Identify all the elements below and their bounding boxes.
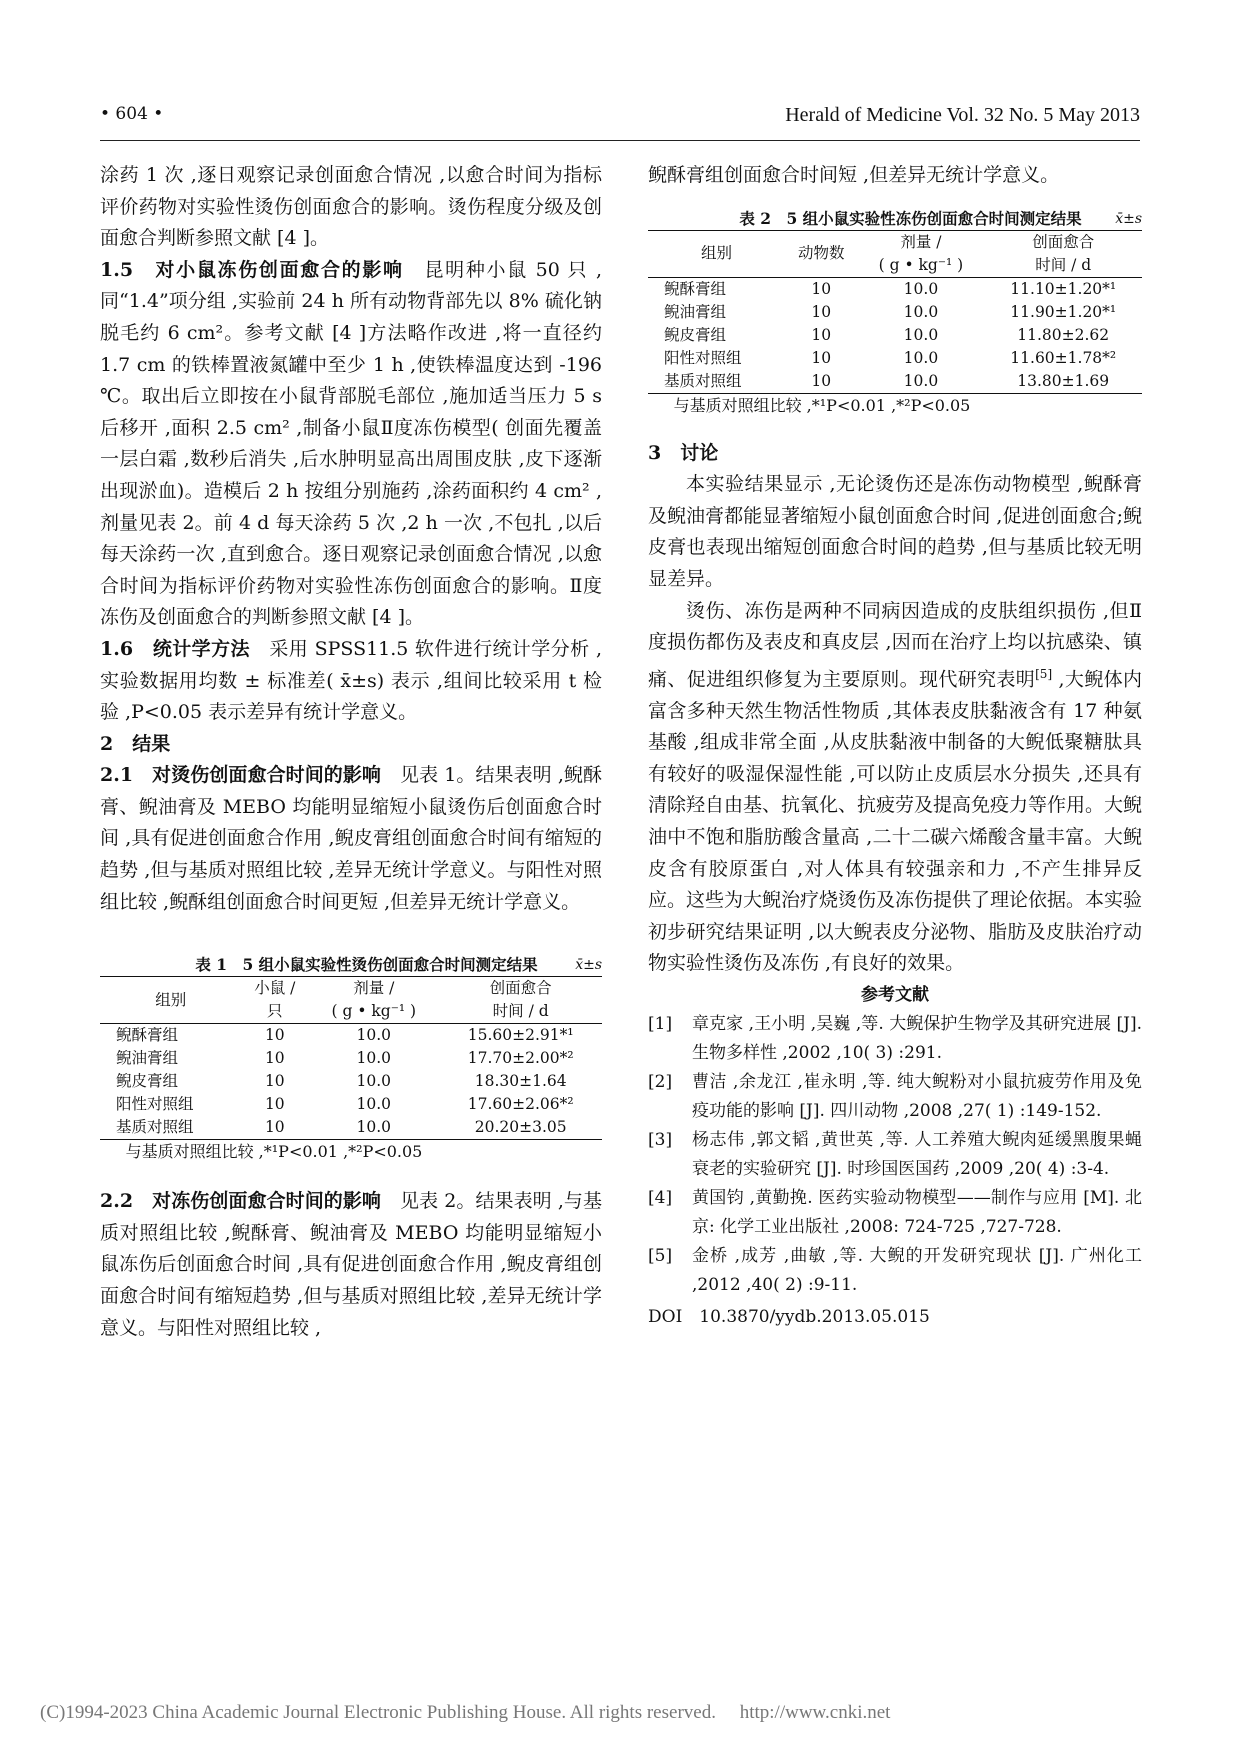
section-2-heading: 2 结果 (100, 732, 171, 755)
table-row (100, 1093, 602, 1116)
cell-time: 13.80±1.69 (984, 370, 1142, 394)
cell-dose: 10.0 (356, 1049, 392, 1068)
header-heal: 创面愈合 (984, 230, 1142, 254)
section-heading: 2.2 对冻伤创面愈合时间的影响 (100, 1190, 381, 1213)
section-3-heading: 3 讨论 (648, 441, 719, 464)
cell-dose: 10.0 (903, 279, 939, 298)
reference-text: 杨志伟 ,郭文韬 ,黄世英 ,等. 人工养殖大鲵肉延缓黑腹果蝇衰老的实验研究 [J]. 时珍国医国药 ,2009 ,20( 4) :3-4. (692, 1130, 1142, 1180)
table-stat: x̄±s (575, 957, 602, 974)
header-dose-unit: ( g • kg⁻¹ ) (308, 1000, 439, 1024)
reference-text: 金桥 ,成芳 ,曲敏 ,等. 大鲵的开发研究现状 [J]. 广州化工 ,2012 ,40( 2) :9-11. (692, 1246, 1142, 1296)
reference-text: 曹洁 ,余龙江 ,崔永明 ,等. 纯大鲵粉对小鼠抗疲劳作用及免疫功能的影响 [J]. 四川动物 ,2008 ,27( 1) :149-152. (692, 1072, 1142, 1122)
table-2 (648, 208, 1142, 418)
cell-group: 鲵油膏组 (116, 1049, 179, 1068)
paragraph-continued: 鲵酥膏组创面愈合时间短 ,但差异无统计学意义。 (648, 164, 1060, 186)
discussion-paragraph-2 (648, 596, 1142, 980)
section-text: 见表 1。结果表明 ,鲵酥膏、鲵油膏及 MEBO 均能明显缩短小鼠烫伤后创面愈合时间 ,具有促进创面愈合作用 ,鲵皮膏组创面愈合时间有缩短的趋势 ,但与基质对照组比较 ,差异无统计学意义。与阳性对照组比较 ,鲵酥组创面愈合时间更短 ,但差异无统计学意义。 (100, 764, 602, 913)
cell-group: 鲵酥膏组 (664, 279, 727, 298)
references-title: 参考文献 (861, 985, 929, 1006)
table-row (648, 370, 1142, 394)
section-heading: 1.5 对小鼠冻伤创面愈合的影响 (100, 258, 404, 281)
copyright-footer: (C)1994-2023 China Academic Journal Electronic Publishing House. All rights reserved. http://www.cnki.net (40, 1702, 891, 1723)
discussion-paragraph-1: 本实验结果显示 ,无论烫伤还是冻伤动物模型 ,鲵酥膏及鲵油膏都能显著缩短小鼠创面愈合时间 ,促进创面愈合;鲵皮膏也表现出缩短创面愈合时间的趋势 ,但与基质比较无明显差异。 (648, 473, 1142, 590)
cell-n: 10 (785, 370, 857, 394)
section-heading: 1.6 统计学方法 (100, 637, 250, 660)
section-text: 见表 2。结果表明 ,与基质对照组比较 ,鲵酥膏、鲵油膏及 MEBO 均能明显缩短小鼠冻伤后创面愈合时间 ,具有促进创面愈合作用 ,鲵皮膏组创面愈合时间有缩短趋势 ,但与基质对照组比较 ,差异无统计学意义。与阳性对照组比较 , (100, 1190, 602, 1339)
section-1-5 (100, 255, 602, 634)
cell-group: 阳性对照组 (664, 348, 742, 367)
cell-group: 鲵酥膏组 (116, 1026, 179, 1045)
discussion-text-a: 烫伤、冻伤是两种不同病因造成的皮肤组织损伤 ,但Ⅱ度损伤都伤及表皮和真皮层 ,因而在治疗上均以抗感染、镇痛、促进组织修复为主要原则。现代研究表明 (648, 599, 1142, 691)
table-stat: x̄±s (1115, 210, 1142, 227)
page-number: • 604 • (100, 104, 164, 124)
cell-n: 10 (241, 1116, 308, 1140)
section-2-2 (100, 1186, 602, 1344)
cell-n: 10 (264, 1072, 285, 1091)
table-note: 与基质对照组比较 ,*¹P<0.01 ,*²P<0.05 (125, 1142, 423, 1162)
table-row (648, 277, 1142, 301)
reference-item (648, 1010, 1142, 1068)
cell-n: 10 (811, 302, 832, 321)
journal-title: Herald of Medicine Vol. 32 No. 5 May 2013 (785, 104, 1140, 126)
cell-n: 10 (811, 325, 832, 344)
header-heal-unit: 时间 / d (439, 1000, 602, 1024)
section-text: 昆明种小鼠 50 只 ,同“1.4”项分组 ,实验前 24 h 所有动物背部先以 8% 硫化钠脱毛约 6 cm²。参考文献 [4 ]方法略作改进 ,将一直径约 1.7 cm 的铁棒置液氮罐中至少 1 h ,使铁棒温度达到 -196 ℃。取出后立即按在小鼠背部脱毛部位 ,施加适当压力 5 s 后移开 ,面积 2.5 cm² ,制备小鼠Ⅱ度冻伤模型( 创面先覆盖一层白霜 ,数秒后消失 ,后水肿明显高出周围皮肤 ,皮下逐渐出现淤血)。造模后 2 h 按组分别施药 ,涂药面积约 4 cm² ,剂量见表 2。前 4 d 每天涂药 5 次 ,2 h 一次 ,不包扎 ,以后每天涂药一次 ,直到愈合。逐日观察记录创面愈合情况 ,以愈合时间为指标评价药物对实验性冻伤创面愈合的影响。Ⅱ度冻伤及创面愈合的判断参照文献 [4 ]。 (100, 258, 602, 629)
reference-item (648, 1068, 1142, 1126)
table-row (100, 1116, 602, 1140)
cell-dose: 10.0 (356, 1095, 392, 1114)
cell-time: 18.30±1.64 (474, 1072, 567, 1091)
reference-number: [4] (648, 1188, 673, 1209)
header-n: 小鼠 / (241, 977, 308, 1001)
cell-dose: 10.0 (903, 302, 939, 321)
table-caption: 表 1 5 组小鼠实验性烫伤创面愈合时间测定结果 (195, 955, 538, 975)
cell-time: 20.20±3.05 (439, 1116, 602, 1140)
table-caption: 表 2 5 组小鼠实验性冻伤创面愈合时间测定结果 (739, 208, 1082, 228)
header-n-unit: 只 (241, 1000, 308, 1024)
doi: DOI 10.3870/yydb.2013.05.015 (648, 1307, 930, 1328)
cell-n: 10 (264, 1095, 285, 1114)
header-rule (100, 140, 1140, 141)
reference-item (648, 1126, 1142, 1184)
cell-n: 10 (811, 348, 832, 367)
reference-item (648, 1242, 1142, 1300)
header-dose: 剂量 / (308, 977, 439, 1001)
cell-dose: 10.0 (356, 1072, 392, 1091)
header-group: 组别 (648, 230, 785, 277)
reference-number: [2] (648, 1072, 673, 1093)
reference-number: [1] (648, 1014, 673, 1035)
cell-group: 阳性对照组 (116, 1095, 194, 1114)
reference-text: 章克家 ,王小明 ,吴巍 ,等. 大鲵保护生物学及其研究进展 [J]. 生物多样性 ,2002 ,10( 3) :291. (692, 1014, 1142, 1064)
section-heading: 2.1 对烫伤创面愈合时间的影响 (100, 764, 381, 787)
right-column (648, 160, 1142, 1332)
header-dose-unit: ( g • kg⁻¹ ) (857, 254, 984, 278)
section-1-6 (100, 634, 602, 729)
cell-time: 17.60±2.06*² (467, 1095, 574, 1114)
table-row (100, 1047, 602, 1070)
cell-time: 11.80±2.62 (1017, 325, 1110, 344)
cell-time: 17.70±2.00*² (467, 1049, 574, 1068)
header-heal: 创面愈合 (439, 977, 602, 1001)
cell-group: 基质对照组 (648, 370, 785, 394)
data-table (648, 230, 1142, 394)
left-column (100, 160, 602, 1344)
cell-group: 鲵油膏组 (664, 302, 727, 321)
cell-dose: 10.0 (308, 1116, 439, 1140)
cell-time: 15.60±2.91*¹ (467, 1026, 574, 1045)
table-note: 与基质对照组比较 ,*¹P<0.01 ,*²P<0.05 (673, 395, 971, 415)
section-text: 采用 SPSS11.5 软件进行统计学分析 ,实验数据用均数 ± 标准差( x̄±s) 表示 ,组间比较采用 t 检验 ,P<0.05 表示差异有统计学意义。 (100, 637, 602, 724)
citation-5: [5] (1035, 666, 1053, 681)
header-dose: 剂量 / (857, 230, 984, 254)
cell-group: 鲵皮膏组 (664, 325, 727, 344)
cell-dose: 10.0 (356, 1026, 392, 1045)
discussion-text-b: ,大鲵体内富含多种天然生物活性物质 ,其体表皮肤黏液含有 17 种氨基酸 ,组成非常全面 ,从皮肤黏液中制备的大鲵低聚糖肽具有较好的吸湿保湿性能 ,可以防止皮质层水分损失 ,还具有清除羟自由基、抗氧化、抗疲劳及提高免疫力等作用。大鲵油中不饱和脂肪酸含量高 ,二十二碳六烯酸含量丰富。大鲵皮含有胶原蛋白 ,对人体具有较强亲和力 ,不产生排异反应。这些为大鲵治疗烧烫伤及冻伤提供了理论依据。本实验初步研究结果证明 ,以大鲵表皮分泌物、脂肪及皮肤治疗动物实验性烫伤及冻伤 ,有良好的效果。 (648, 668, 1143, 975)
cell-n: 10 (264, 1049, 285, 1068)
reference-text: 黄国钧 ,黄勤挽. 医药实验动物模型——制作与应用 [M]. 北京: 化学工业出版社 ,2008: 724-725 ,727-728. (692, 1188, 1142, 1238)
table-row (100, 1070, 602, 1093)
table-row (100, 1024, 602, 1048)
cell-group: 鲵皮膏组 (116, 1072, 179, 1091)
cell-dose: 10.0 (903, 348, 939, 367)
reference-number: [5] (648, 1246, 673, 1267)
cell-n: 10 (264, 1026, 285, 1045)
reference-list (648, 1010, 1142, 1300)
cell-time: 11.10±1.20*¹ (1010, 279, 1117, 298)
table-row (648, 301, 1142, 324)
running-header (100, 100, 1140, 130)
cell-dose: 10.0 (857, 370, 984, 394)
data-table (100, 976, 602, 1140)
header-heal-unit: 时间 / d (984, 254, 1142, 278)
reference-number: [3] (648, 1130, 673, 1151)
paragraph-continued: 涂药 1 次 ,逐日观察记录创面愈合情况 ,以愈合时间为指标评价药物对实验性烫伤创面愈合的影响。烫伤程度分级及创面愈合判断参照文献 [4 ]。 (100, 164, 602, 250)
table-row (648, 324, 1142, 347)
header-n: 动物数 (785, 230, 857, 277)
table-row (648, 347, 1142, 370)
cell-time: 11.60±1.78*² (1010, 348, 1117, 367)
reference-item (648, 1184, 1142, 1242)
table-1 (100, 954, 602, 1164)
section-2-1 (100, 760, 602, 918)
cell-n: 10 (811, 279, 832, 298)
cell-group: 基质对照组 (100, 1116, 241, 1140)
header-group: 组别 (100, 977, 241, 1024)
cell-dose: 10.0 (903, 325, 939, 344)
cell-time: 11.90±1.20*¹ (1010, 302, 1117, 321)
